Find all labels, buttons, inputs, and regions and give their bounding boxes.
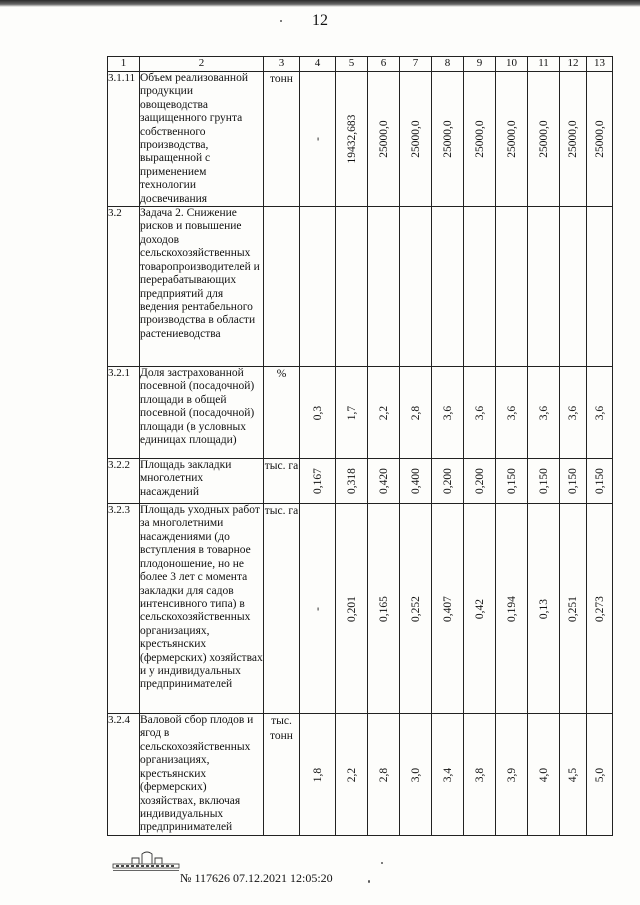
indicator-value: 0,150 xyxy=(593,468,606,494)
value-cell xyxy=(400,207,432,367)
header-cell: 2 xyxy=(140,57,264,72)
row-number: 3.2.4 xyxy=(108,714,140,836)
unit-of-measure: тыс. тонн xyxy=(264,714,300,836)
row-number: 3.2.1 xyxy=(108,367,140,459)
unit-of-measure: тонн xyxy=(264,72,300,207)
header-cell: 6 xyxy=(368,57,400,72)
indicator-value: 25000,0 xyxy=(567,120,579,158)
indicator-value: 2,8 xyxy=(377,767,390,782)
value-cell xyxy=(336,207,368,367)
table-row xyxy=(108,714,613,836)
indicator-value: 0,407 xyxy=(441,595,454,622)
indicator-value: 0,13 xyxy=(537,598,550,619)
indicator-value: 0,273 xyxy=(593,595,606,622)
value-cell xyxy=(464,714,496,836)
unit-of-measure: тыс. га xyxy=(264,504,300,714)
value-cell xyxy=(336,72,368,207)
indicator-value: 25000,0 xyxy=(377,120,390,158)
table-row xyxy=(108,504,613,714)
indicator-value: 0,251 xyxy=(567,595,579,622)
value-cell xyxy=(496,72,528,207)
header-cell: 4 xyxy=(300,57,336,72)
indicator-value: 0,200 xyxy=(441,468,454,494)
value-cell xyxy=(587,504,613,714)
header-cell: 12 xyxy=(560,57,587,72)
value-cell xyxy=(300,504,336,714)
value-cell xyxy=(464,504,496,714)
indicator-value: 25000,0 xyxy=(473,120,486,158)
table-row xyxy=(108,72,613,207)
value-cell xyxy=(368,207,400,367)
indicator-value: 1,7 xyxy=(345,405,358,420)
value-cell xyxy=(336,367,368,459)
scan-speck xyxy=(280,20,282,22)
indicator-value: 25000,0 xyxy=(441,120,454,158)
value-cell xyxy=(432,207,464,367)
value-cell xyxy=(368,504,400,714)
indicator-value: 19432,683 xyxy=(345,114,358,164)
table-body xyxy=(108,57,613,836)
scan-top-edge xyxy=(0,0,640,7)
indicator-value: 0,252 xyxy=(409,595,422,622)
value-cell xyxy=(400,504,432,714)
header-cell: 7 xyxy=(400,57,432,72)
value-cell xyxy=(400,714,432,836)
value-cell xyxy=(368,367,400,459)
value-cell xyxy=(432,714,464,836)
indicator-value: 25000,0 xyxy=(537,120,550,158)
scan-speck xyxy=(381,862,383,864)
value-cell xyxy=(400,459,432,504)
table-row xyxy=(108,367,613,459)
value-cell xyxy=(300,459,336,504)
value-cell xyxy=(400,367,432,459)
value-cell xyxy=(496,504,528,714)
indicator-value: 0,150 xyxy=(505,468,518,494)
value-cell xyxy=(587,72,613,207)
indicator-value: 0,318 xyxy=(345,468,358,494)
indicator-value: 4,5 xyxy=(567,767,579,782)
indicator-value: - xyxy=(311,606,324,611)
value-cell xyxy=(464,72,496,207)
indicator-value: 25000,0 xyxy=(505,120,518,158)
value-cell xyxy=(432,504,464,714)
header-row xyxy=(108,57,613,72)
value-cell xyxy=(464,207,496,367)
value-cell xyxy=(560,504,587,714)
row-number: 3.1.11 xyxy=(108,72,140,207)
value-cell xyxy=(368,72,400,207)
indicator-value: 0,42 xyxy=(473,598,486,619)
value-cell xyxy=(528,72,560,207)
value-cell xyxy=(587,459,613,504)
value-cell xyxy=(400,72,432,207)
value-cell xyxy=(300,714,336,836)
indicator-value: 2,8 xyxy=(409,405,422,420)
document-registration-number: № 117626 07.12.2021 12:05:20 xyxy=(180,871,333,885)
indicator-value: 3,6 xyxy=(505,405,518,420)
indicator-value: 0,200 xyxy=(473,468,486,494)
header-cell: 5 xyxy=(336,57,368,72)
indicator-value: 25000,0 xyxy=(409,120,422,158)
value-cell xyxy=(300,72,336,207)
value-cell xyxy=(496,367,528,459)
header-cell: 8 xyxy=(432,57,464,72)
value-cell xyxy=(528,459,560,504)
indicator-value: 3,6 xyxy=(537,405,550,420)
indicator-value: 3,6 xyxy=(593,405,606,420)
value-cell xyxy=(464,459,496,504)
value-cell xyxy=(432,72,464,207)
value-cell xyxy=(528,207,560,367)
header-cell: 1 xyxy=(108,57,140,72)
page-number: 12 xyxy=(312,12,328,29)
indicator-value: 0,3 xyxy=(311,405,324,420)
value-cell xyxy=(587,207,613,367)
indicator-name: Задача 2. Снижение рисков и повышение доходов сельскохозяйственных товаропроизводителей и перерабатывающих предприятий для ведения рентабельного производства в области растениеводства xyxy=(140,207,264,367)
unit-of-measure: % xyxy=(264,367,300,459)
header-cell: 10 xyxy=(496,57,528,72)
value-cell xyxy=(464,367,496,459)
row-number: 3.2.3 xyxy=(108,504,140,714)
value-cell xyxy=(587,714,613,836)
value-cell xyxy=(336,714,368,836)
indicator-name: Площадь уходных работ за многолетними насаждениями (до вступления в товарное плодоношение, но не более 3 лет с момента закладки для садов интенсивного типа) в сельскохозяйственных организациях, крестьянских (фермерских) хозяйствах и у индивидуальных предпринимателей xyxy=(140,504,264,714)
value-cell xyxy=(336,459,368,504)
indicator-value: 0,400 xyxy=(409,468,422,494)
scan-speck xyxy=(368,880,370,883)
value-cell xyxy=(528,504,560,714)
value-cell xyxy=(496,714,528,836)
value-cell xyxy=(300,367,336,459)
value-cell xyxy=(587,367,613,459)
indicator-name: Объем реализованной продукции овощеводства защищенного грунта собственного производства, выращенной с применением технологии досвечивания xyxy=(140,72,264,207)
value-cell xyxy=(336,504,368,714)
value-cell xyxy=(496,207,528,367)
indicator-value: 0,165 xyxy=(377,595,390,622)
value-cell xyxy=(528,714,560,836)
indicator-value: 5,0 xyxy=(593,767,606,782)
indicator-value: 3,9 xyxy=(505,767,518,782)
indicator-value: - xyxy=(311,137,324,141)
row-number: 3.2 xyxy=(108,207,140,367)
registry-stamp-logo xyxy=(112,850,182,872)
indicator-value: 3,6 xyxy=(441,405,454,420)
indicator-value: 2,2 xyxy=(345,767,358,782)
header-cell: 9 xyxy=(464,57,496,72)
indicator-value: 0,167 xyxy=(311,468,324,494)
table-row xyxy=(108,207,613,367)
indicator-name: Доля застрахованной посевной (посадочной) площади в общей посевной (посадочной) площади (в условных единицах площади) xyxy=(140,367,264,459)
table-row xyxy=(108,459,613,504)
unit-of-measure: тыс. га xyxy=(264,459,300,504)
header-cell: 13 xyxy=(587,57,613,72)
indicator-name: Площадь закладки многолетних насаждений xyxy=(140,459,264,504)
indicator-value: 0,150 xyxy=(567,468,579,494)
indicator-value: 0,194 xyxy=(505,595,518,622)
indicator-name: Валовой сбор плодов и ягод в сельскохозяйственных организациях, крестьянских (фермерских) хозяйствах, включая индивидуальных предпринимателей xyxy=(140,714,264,836)
value-cell xyxy=(368,714,400,836)
value-cell xyxy=(560,207,587,367)
indicator-value: 0,201 xyxy=(345,595,358,622)
indicators-table xyxy=(107,56,613,836)
indicator-value: 3,6 xyxy=(473,405,486,420)
value-cell xyxy=(528,367,560,459)
value-cell xyxy=(560,714,587,836)
indicator-value: 3,6 xyxy=(567,405,579,420)
value-cell xyxy=(560,459,587,504)
indicator-value: 2,2 xyxy=(377,405,390,420)
indicator-value: 25000,0 xyxy=(593,120,606,158)
value-cell xyxy=(560,367,587,459)
header-cell: 3 xyxy=(264,57,300,72)
value-cell xyxy=(368,459,400,504)
row-number: 3.2.2 xyxy=(108,459,140,504)
unit-of-measure xyxy=(264,207,300,367)
indicator-value: 3,8 xyxy=(473,767,486,782)
value-cell xyxy=(496,459,528,504)
value-cell xyxy=(300,207,336,367)
indicator-value: 3,0 xyxy=(409,767,422,782)
indicator-value: 4,0 xyxy=(537,767,550,782)
indicator-value: 3,4 xyxy=(441,767,454,782)
indicator-value: 1,8 xyxy=(311,767,324,782)
indicator-value: 0,150 xyxy=(537,468,550,494)
indicator-value: 0,420 xyxy=(377,468,390,494)
value-cell xyxy=(560,72,587,207)
header-cell: 11 xyxy=(528,57,560,72)
value-cell xyxy=(432,367,464,459)
value-cell xyxy=(432,459,464,504)
